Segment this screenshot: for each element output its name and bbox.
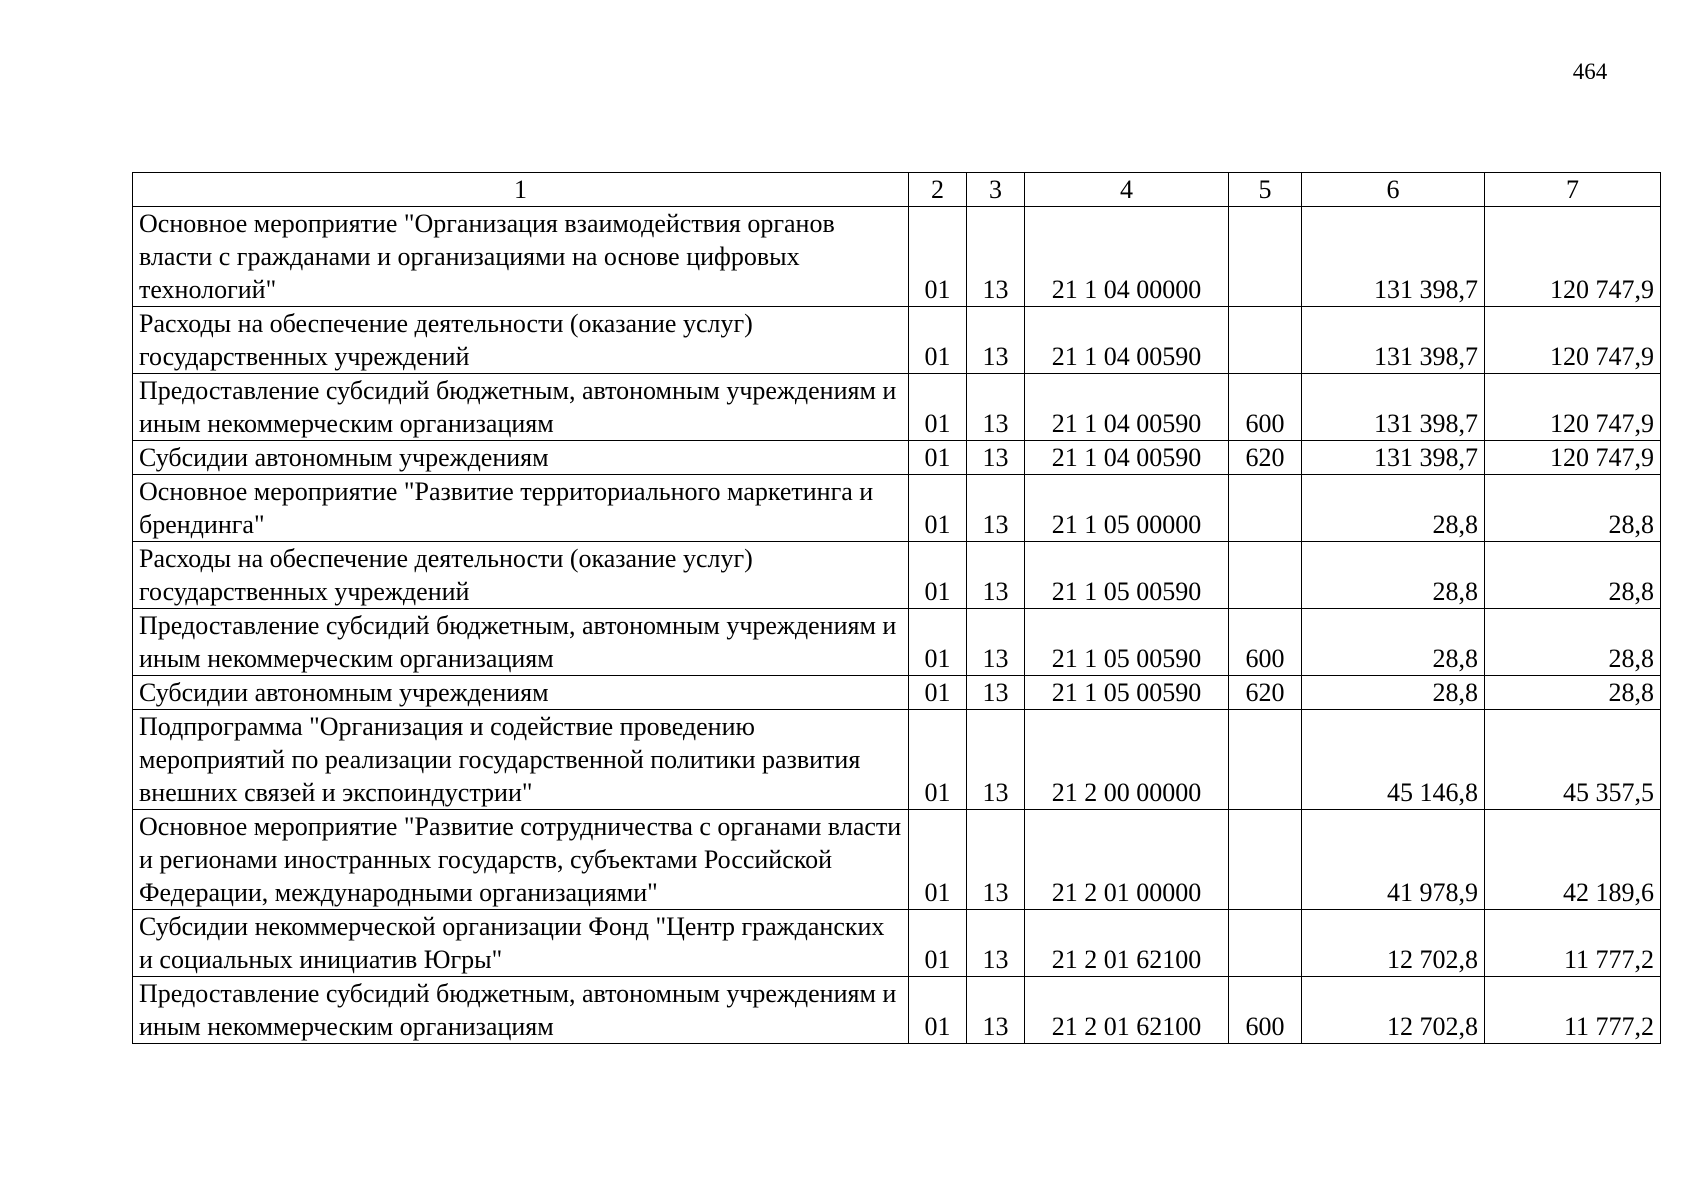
row-amount-2-cell: 120 747,9 (1485, 307, 1661, 374)
row-amount-2-cell: 45 357,5 (1485, 710, 1661, 810)
row-section-cell: 01 (909, 676, 967, 710)
row-amount-1-cell: 41 978,9 (1302, 810, 1485, 910)
row-amount-1-cell: 131 398,7 (1302, 207, 1485, 307)
row-expense-type-cell (1229, 810, 1302, 910)
header-row (133, 173, 1661, 207)
row-amount-1-cell: 12 702,8 (1302, 977, 1485, 1044)
table-row (133, 374, 1661, 441)
row-amount-1-cell: 12 702,8 (1302, 910, 1485, 977)
row-expense-type-cell (1229, 475, 1302, 542)
row-amount-2-cell: 42 189,6 (1485, 810, 1661, 910)
row-expense-type-cell (1229, 307, 1302, 374)
row-section-cell: 01 (909, 307, 967, 374)
column-header-7: 7 (1485, 173, 1661, 207)
row-amount-1-cell: 28,8 (1302, 475, 1485, 542)
row-subsection-cell: 13 (967, 609, 1025, 676)
row-name-cell: Субсидии автономным учреждениям (133, 676, 909, 710)
row-amount-2-cell: 120 747,9 (1485, 374, 1661, 441)
row-section-cell: 01 (909, 441, 967, 475)
row-expense-type-cell (1229, 207, 1302, 307)
row-section-cell: 01 (909, 475, 967, 542)
row-section-cell: 01 (909, 374, 967, 441)
row-name-cell: Предоставление субсидий бюджетным, автономным учреждениям и иным некоммерческим организациям (133, 609, 909, 676)
row-target-article-cell: 21 1 05 00590 (1025, 676, 1229, 710)
row-expense-type-cell: 620 (1229, 676, 1302, 710)
row-section-cell: 01 (909, 810, 967, 910)
row-section-cell: 01 (909, 710, 967, 810)
row-subsection-cell: 13 (967, 810, 1025, 910)
row-expense-type-cell (1229, 910, 1302, 977)
row-target-article-cell: 21 2 01 62100 (1025, 910, 1229, 977)
row-amount-1-cell: 28,8 (1302, 609, 1485, 676)
row-amount-1-cell: 28,8 (1302, 542, 1485, 609)
row-target-article-cell: 21 1 05 00000 (1025, 475, 1229, 542)
row-subsection-cell: 13 (967, 374, 1025, 441)
row-amount-1-cell: 131 398,7 (1302, 374, 1485, 441)
row-amount-1-cell: 45 146,8 (1302, 710, 1485, 810)
row-amount-1-cell: 131 398,7 (1302, 307, 1485, 374)
row-target-article-cell: 21 1 04 00590 (1025, 374, 1229, 441)
column-header-2: 2 (909, 173, 967, 207)
table-row (133, 910, 1661, 977)
table-row (133, 542, 1661, 609)
row-amount-2-cell: 11 777,2 (1485, 977, 1661, 1044)
row-name-cell: Расходы на обеспечение деятельности (оказание услуг) государственных учреждений (133, 307, 909, 374)
row-name-cell: Предоставление субсидий бюджетным, автономным учреждениям и иным некоммерческим организациям (133, 977, 909, 1044)
row-section-cell: 01 (909, 207, 967, 307)
table-row (133, 977, 1661, 1044)
row-name-cell: Основное мероприятие "Развитие территориального маркетинга и брендинга" (133, 475, 909, 542)
row-target-article-cell: 21 2 00 00000 (1025, 710, 1229, 810)
row-section-cell: 01 (909, 542, 967, 609)
table-row (133, 810, 1661, 910)
row-subsection-cell: 13 (967, 441, 1025, 475)
row-amount-2-cell: 11 777,2 (1485, 910, 1661, 977)
row-subsection-cell: 13 (967, 910, 1025, 977)
row-subsection-cell: 13 (967, 475, 1025, 542)
table-row (133, 307, 1661, 374)
row-subsection-cell: 13 (967, 676, 1025, 710)
row-amount-2-cell: 28,8 (1485, 542, 1661, 609)
table-row (133, 609, 1661, 676)
row-name-cell: Субсидии автономным учреждениям (133, 441, 909, 475)
row-target-article-cell: 21 1 04 00000 (1025, 207, 1229, 307)
row-expense-type-cell: 620 (1229, 441, 1302, 475)
row-name-cell: Предоставление субсидий бюджетным, автономным учреждениям и иным некоммерческим организациям (133, 374, 909, 441)
row-name-cell: Основное мероприятие "Организация взаимодействия органов власти с гражданами и организациями на основе цифровых технологий" (133, 207, 909, 307)
row-amount-1-cell: 28,8 (1302, 676, 1485, 710)
page-number: 464 (1572, 59, 1608, 84)
row-section-cell: 01 (909, 910, 967, 977)
row-target-article-cell: 21 1 04 00590 (1025, 441, 1229, 475)
table-row (133, 207, 1661, 307)
row-expense-type-cell: 600 (1229, 374, 1302, 441)
row-expense-type-cell: 600 (1229, 977, 1302, 1044)
row-subsection-cell: 13 (967, 307, 1025, 374)
budget-table (132, 172, 1661, 1044)
row-expense-type-cell (1229, 542, 1302, 609)
row-amount-2-cell: 28,8 (1485, 676, 1661, 710)
row-subsection-cell: 13 (967, 207, 1025, 307)
row-amount-2-cell: 120 747,9 (1485, 207, 1661, 307)
column-header-5: 5 (1229, 173, 1302, 207)
table-body (133, 207, 1661, 1044)
row-target-article-cell: 21 1 05 00590 (1025, 542, 1229, 609)
row-expense-type-cell: 600 (1229, 609, 1302, 676)
row-amount-2-cell: 120 747,9 (1485, 441, 1661, 475)
row-subsection-cell: 13 (967, 977, 1025, 1044)
row-section-cell: 01 (909, 609, 967, 676)
row-section-cell: 01 (909, 977, 967, 1044)
column-header-4: 4 (1025, 173, 1229, 207)
row-target-article-cell: 21 1 05 00590 (1025, 609, 1229, 676)
column-header-3: 3 (967, 173, 1025, 207)
row-subsection-cell: 13 (967, 542, 1025, 609)
row-name-cell: Основное мероприятие "Развитие сотрудничества с органами власти и регионами иностранных государств, субъектами Российской Федерации, международными организациями" (133, 810, 909, 910)
table-row (133, 676, 1661, 710)
table-row (133, 710, 1661, 810)
row-amount-2-cell: 28,8 (1485, 609, 1661, 676)
row-target-article-cell: 21 2 01 62100 (1025, 977, 1229, 1044)
row-subsection-cell: 13 (967, 710, 1025, 810)
table-row (133, 441, 1661, 475)
row-amount-1-cell: 131 398,7 (1302, 441, 1485, 475)
row-name-cell: Подпрограмма "Организация и содействие проведению мероприятий по реализации государственной политики развития внешних связей и экспоиндустрии" (133, 710, 909, 810)
row-name-cell: Расходы на обеспечение деятельности (оказание услуг) государственных учреждений (133, 542, 909, 609)
row-name-cell: Субсидии некоммерческой организации Фонд "Центр гражданских и социальных инициатив Югры" (133, 910, 909, 977)
row-target-article-cell: 21 2 01 00000 (1025, 810, 1229, 910)
column-header-1: 1 (133, 173, 909, 207)
column-header-6: 6 (1302, 173, 1485, 207)
row-amount-2-cell: 28,8 (1485, 475, 1661, 542)
table-row (133, 475, 1661, 542)
row-target-article-cell: 21 1 04 00590 (1025, 307, 1229, 374)
row-expense-type-cell (1229, 710, 1302, 810)
